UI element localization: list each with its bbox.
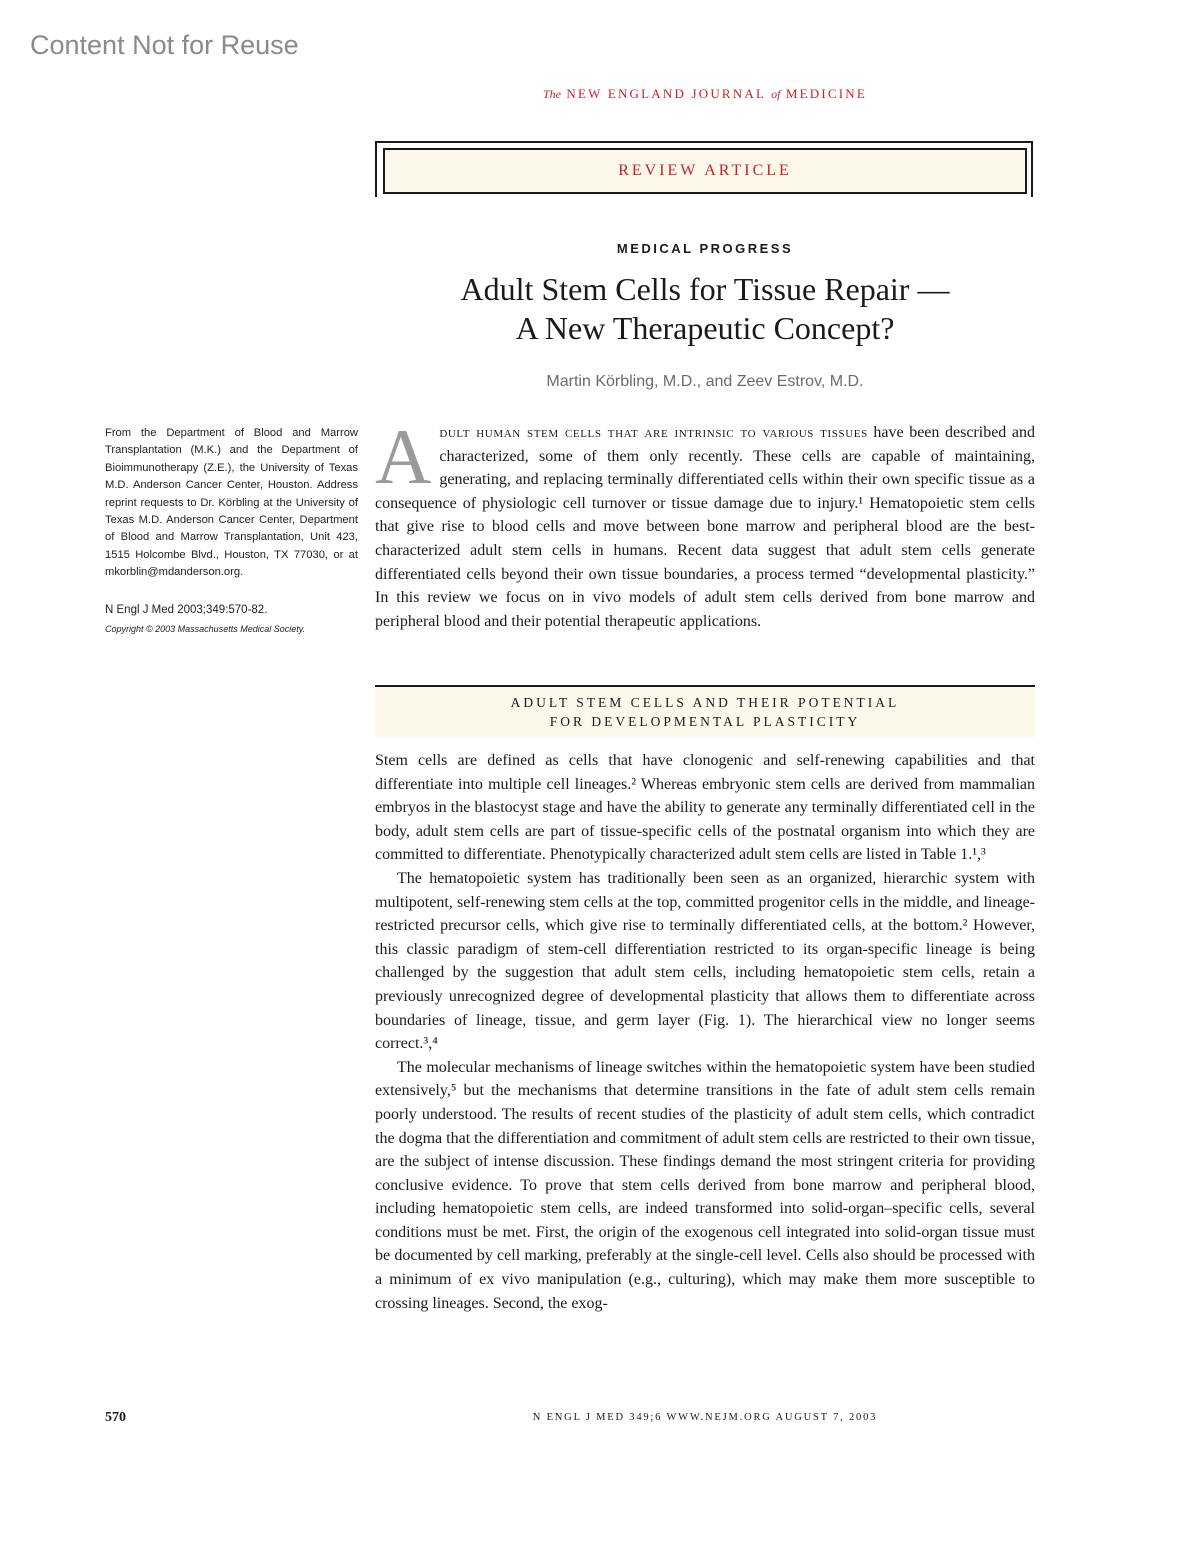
intro-text: have been described and characterized, some of them only recently. These cells are capable of maintaining, generating, and replacing terminally differentiated cells within their own specific tissue as a consequence of physiologic cell turnover or tissue damage due to injury.¹ Hematopoietic stem cells that give rise to blood cells and move between bone marrow and peripheral blood are the best-characterized adult stem cells in humans. Recent data suggest that adult stem cells generate differentiated cells beyond their own tissue boundaries, a process termed “developmental plasticity.” In this review we focus on in vivo models of adult stem cells derived from bone marrow and peripheral blood and their potential therapeutic applications. xyxy=(375,424,1036,630)
article-title xyxy=(375,270,1035,348)
sidebar-notes xyxy=(105,425,358,638)
body-paragraph-1: Stem cells are defined as cells that have clonogenic and self-renewing capabilities and that differentiate into multiple cell lineages.² Whereas embryonic stem cells are derived from mammalian embryos in the blastocyst stage and have the ability to generate any terminally differentiated cell in the body, adult stem cells are part of tissue-specific cells of the postnatal organism into which they are committed to differentiate. Phenotypically characterized adult stem cells are listed in Table 1.¹,³ xyxy=(375,752,1035,864)
section-heading xyxy=(375,685,1035,737)
title-line-2: A New Therapeutic Concept? xyxy=(515,310,895,346)
section-label: MEDICAL PROGRESS xyxy=(616,241,794,256)
journal-name-part1: NEW ENGLAND JOURNAL xyxy=(566,86,766,101)
journal-the: The xyxy=(542,87,561,101)
journal-header xyxy=(375,86,1035,102)
article-type-banner: REVIEW ARTICLE xyxy=(383,148,1027,194)
journal-name-part2: MEDICINE xyxy=(785,86,868,101)
intro-lead: dult human stem cells that are intrinsic to various tissues xyxy=(439,424,868,441)
affiliation-note: From the Department of Blood and Marrow Transplantation (M.K.) and the Department of Bioimmunotherapy (Z.E.), the University of Texas M.D. Anderson Cancer Center, Houston. Address reprint requests to Dr. Körbling at the University of Texas M.D. Anderson Cancer Center, Department of Blood and Marrow Transplantation, Unit 423, 1515 Holcombe Blvd., Houston, TX 77030, or at mkorblin@mdanderson.org. xyxy=(105,427,358,579)
body-text xyxy=(375,749,1035,1315)
section-heading-line-1: ADULT STEM CELLS AND THEIR POTENTIAL xyxy=(510,695,900,710)
intro-paragraph xyxy=(375,413,1036,633)
watermark: Content Not for Reuse xyxy=(30,30,299,60)
section-heading-line-2: FOR DEVELOPMENTAL PLASTICITY xyxy=(549,714,861,729)
journal-of: of xyxy=(771,87,781,101)
body-paragraph-3: The molecular mechanisms of lineage switches within the hematopoietic system have been studied extensively,⁵ but the mechanisms that determine transitions in the fate of adult stem cells remain poorly understood. The results of recent studies of the plasticity of adult stem cells, which contradict the dogma that the differentiation and commitment of adult stem cells are restricted to their own tissue, are the subject of intense discussion. These findings demand the most stringent criteria for providing conclusive evidence. To prove that stem cells derived from bone marrow and peripheral blood, including hematopoietic stem cells, are indeed transformed into solid-organ–specific cells, several conditions must be met. First, the origin of the exogenous cell integrated into solid-organ tissue must be documented by cell marking, preferably at the single-cell level. Cells also should be processed with a minimum of ex vivo manipulation (e.g., culturing), which may make them more susceptible to crossing lineages. Second, the exog- xyxy=(375,1058,1035,1312)
page-number: 570 xyxy=(105,1410,126,1425)
body-paragraph-2: The hematopoietic system has traditionally been seen as an organized, hierarchic system with multipotent, self-renewing stem cells at the top, committed progenitor cells in the middle, and lineage-restricted precursor cells, which give rise to terminally differentiated cells, at the bottom.² However, this classic paradigm of stem-cell differentiation restricted to its organ-specific lineage is being challenged by the suggestion that adult stem cells, including hematopoietic stem cells, retain a previously unrecognized degree of developmental plasticity that allows them to differentiate across boundaries of lineage, tissue, and germ layer (Fig. 1). The hierarchical view no longer seems correct.³,⁴ xyxy=(375,869,1035,1053)
authors: Martin Körbling, M.D., and Zeev Estrov, M.D. xyxy=(546,373,864,390)
title-line-1: Adult Stem Cells for Tissue Repair — xyxy=(460,271,950,307)
footer-journal-info: N ENGL J MED 349;6 WWW.NEJM.ORG AUGUST 7, 2003 xyxy=(532,1412,878,1423)
drop-cap: A xyxy=(375,413,432,500)
citation: N Engl J Med 2003;349:570-82. xyxy=(105,603,268,616)
copyright: Copyright © 2003 Massachusetts Medical Society. xyxy=(105,624,306,635)
